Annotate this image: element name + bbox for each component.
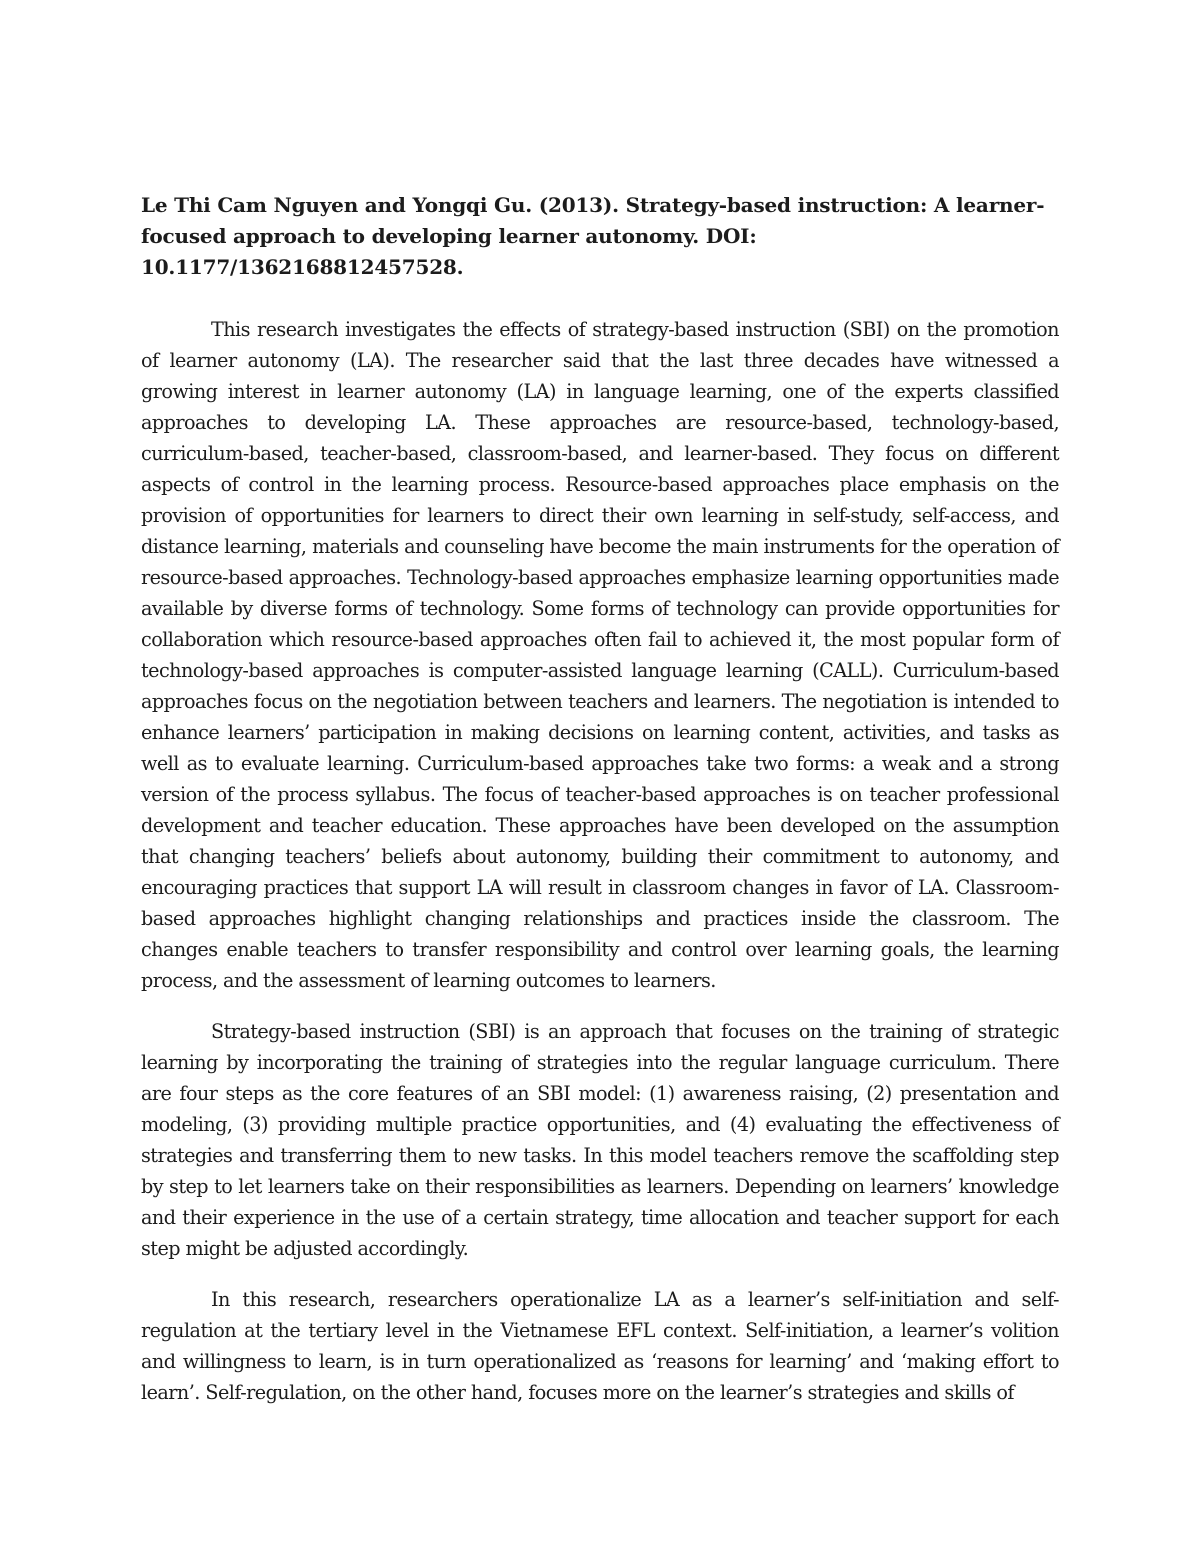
citation-heading: Le Thi Cam Nguyen and Yongqi Gu. (2013). Strategy-based instruction: A learner-focused approach to developing learner autonomy. DOI: 10.1177/1362168812457528.: [141, 193, 1045, 279]
paragraph-operationalize: In this research, researchers operationalize LA as a learner’s self-initiation and self-regulation at the tertiary level in the Vietnamese EFL context. Self-initiation, a learner’s volition and willingness to learn, is in turn operationalized as ‘reasons for learning’ and ‘making effort to learn’. Self-regulation, on the other hand, focuses more on the learner’s strategies and skills of: [141, 1288, 1059, 1404]
document-body: [141, 190, 1059, 1428]
paragraph-sbi: Strategy-based instruction (SBI) is an approach that focuses on the training of strategic learning by incorporating the training of strategies into the regular language curriculum. There are four steps as the core features of an SBI model: (1) awareness raising, (2) presentation and modeling, (3) providing multiple practice opportunities, and (4) evaluating the effectiveness of strategies and transferring them to new tasks. In this model teachers remove the scaffolding step by step to let learners take on their responsibilities as learners. Depending on learners’ knowledge and their experience in the use of a certain strategy, time allocation and teacher support for each step might be adjusted accordingly.: [141, 1020, 1059, 1260]
paragraph-approaches: This research investigates the effects of strategy-based instruction (SBI) on the promotion of learner autonomy (LA). The researcher said that the last three decades have witnessed a growing interest in learner autonomy (LA) in language learning, one of the experts classified approaches to developing LA. These approaches are resource-based, technology-based, curriculum-based, teacher-based, classroom-based, and learner-based. They focus on different aspects of control in the learning process. Resource-based approaches place emphasis on the provision of opportunities for learners to direct their own learning in self-study, self-access, and distance learning, materials and counseling have become the main instruments for the operation of resource-based approaches. Technology-based approaches emphasize learning opportunities made available by diverse forms of technology. Some forms of technology can provide opportunities for collaboration which resource-based approaches often fail to achieved it, the most popular form of technology-based approaches is computer-assisted language learning (CALL). Curriculum-based approaches focus on the negotiation between teachers and learners. The negotiation is intended to enhance learners’ participation in making decisions on learning content, activities, and tasks as well as to evaluate learning. Curriculum-based approaches take two forms: a weak and a strong version of the process syllabus. The focus of teacher-based approaches is on teacher professional development and teacher education. These approaches have been developed on the assumption that changing teachers’ beliefs about autonomy, building their commitment to autonomy, and encouraging practices that support LA will result in classroom changes in favor of LA. Classroom-based approaches highlight changing relationships and practices inside the classroom. The changes enable teachers to transfer responsibility and control over learning goals, the learning process, and the assessment of learning outcomes to learners.: [141, 318, 1059, 992]
